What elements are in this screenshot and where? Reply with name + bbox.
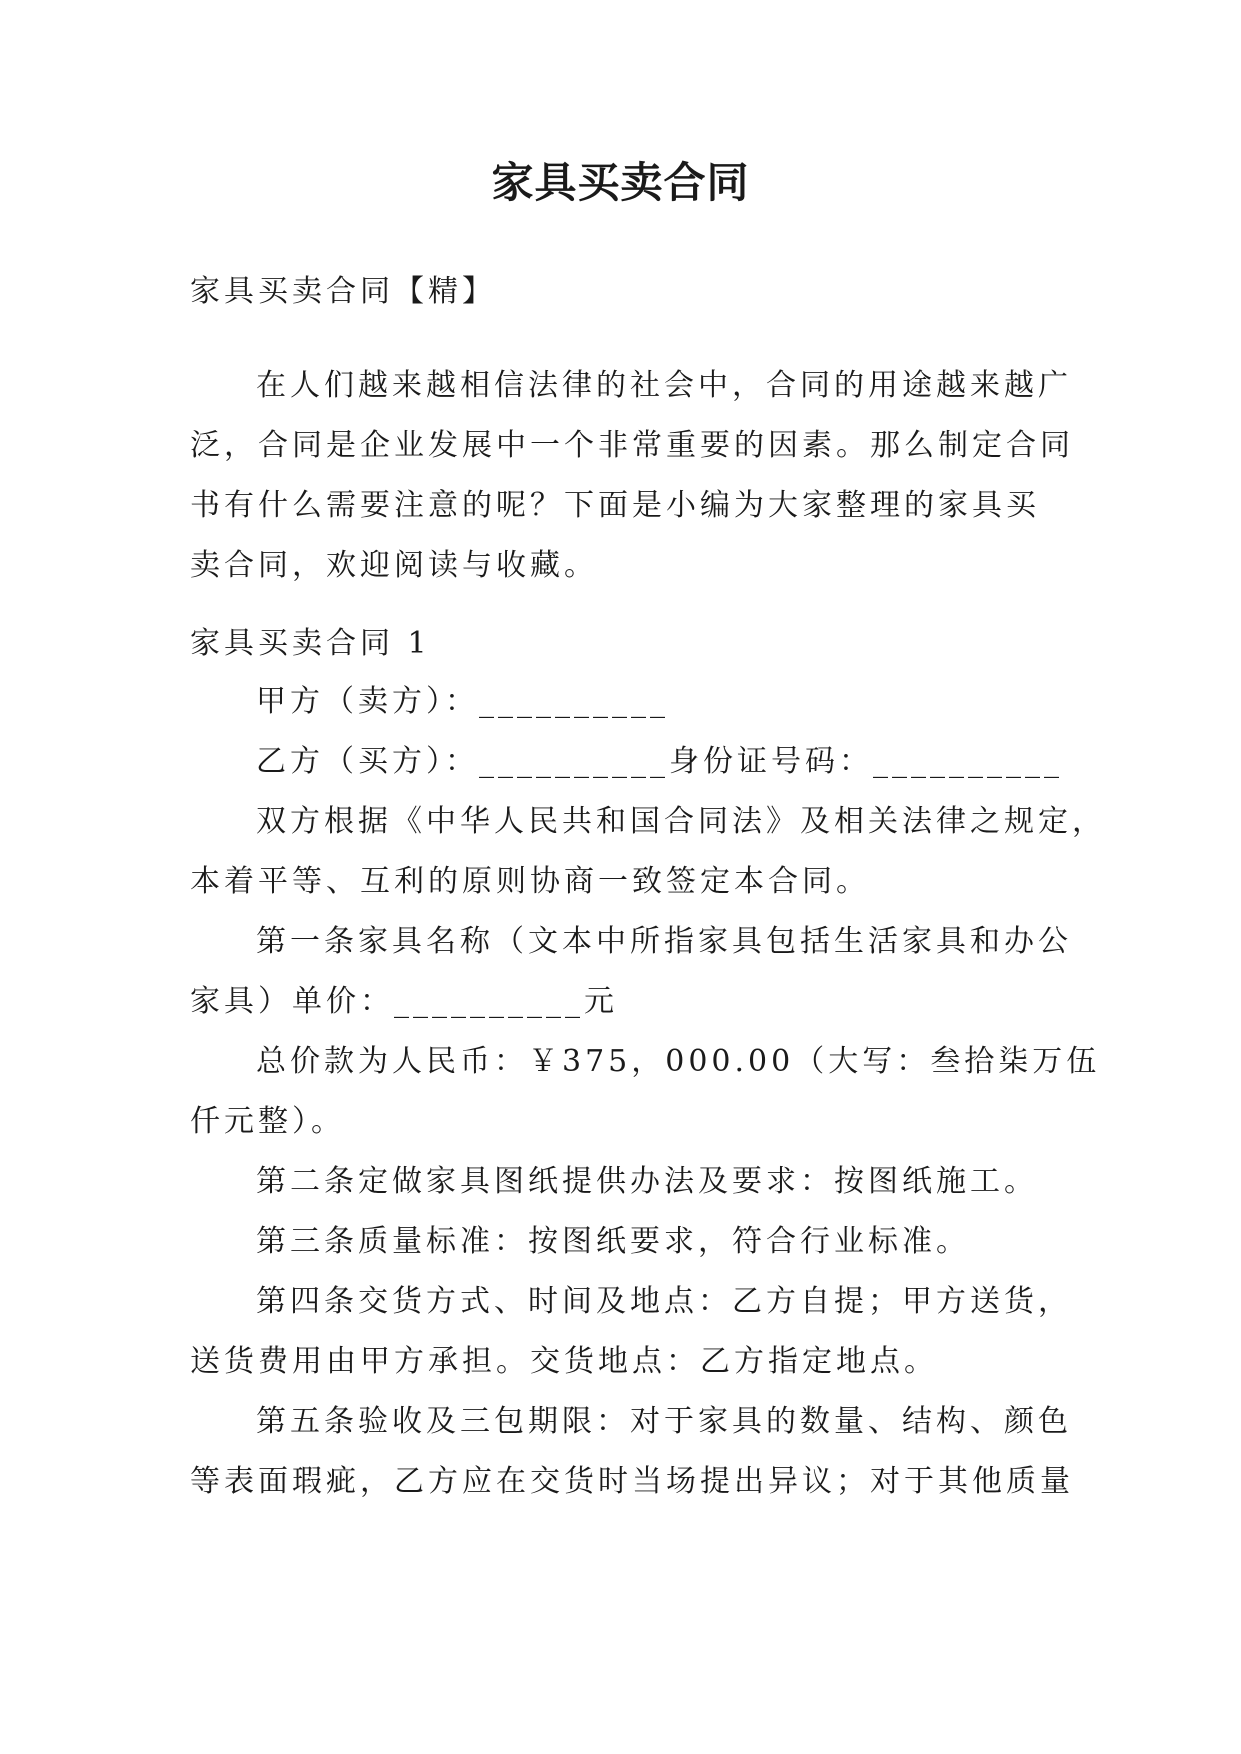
section-heading-line: 家具买卖合同 1 [190,626,431,661]
total-price-line-cont: 仟元整）。 [190,1104,345,1139]
intro-line: 在人们越来越相信法律的社会中，合同的用途越来越广 [256,368,1072,403]
intro-line: 书有什么需要注意的呢？下面是小编为大家整理的家具买 [190,488,1040,523]
basis-line-cont: 本着平等、互利的原则协商一致签定本合同。 [190,864,870,899]
article-4-line-cont: 送货费用由甲方承担。交货地点：乙方指定地点。 [190,1344,938,1379]
article-3-line: 第三条质量标准：按图纸要求，符合行业标准。 [256,1224,970,1259]
subtitle-line: 家具买卖合同【精】 [190,274,496,309]
article-1-line: 第一条家具名称（文本中所指家具包括生活家具和办公 [256,924,1072,959]
basis-line: 双方根据《中华人民共和国合同法》及相关法律之规定， [256,804,1106,839]
total-price-line: 总价款为人民币：￥375，000.00（大写：叁拾柒万伍 [256,1044,1101,1079]
buyer-line: 乙方（买方）：__________身份证号码：__________ [256,744,1063,779]
intro-paragraph [190,356,1074,596]
article-5-line: 第五条验收及三包期限：对于家具的数量、结构、颜色 [256,1404,1072,1439]
document-title: 家具买卖合同 [491,158,750,207]
intro-line: 卖合同，欢迎阅读与收藏。 [190,548,598,583]
article-2-line: 第二条定做家具图纸提供办法及要求：按图纸施工。 [256,1164,1038,1199]
article-5-line-cont: 等表面瑕疵，乙方应在交货时当场提出异议；对于其他质量 [190,1464,1074,1499]
section-heading [190,614,1060,674]
seller-line: 甲方（卖方）：__________ [256,684,669,719]
article-4-line: 第四条交货方式、时间及地点：乙方自提；甲方送货， [256,1284,1072,1319]
intro-line: 泛，合同是企业发展中一个非常重要的因素。那么制定合同 [190,428,1074,463]
contract-body [190,672,1106,1512]
article-1-line-cont: 家具）单价：__________元 [190,984,618,1019]
document-subtitle [190,262,1060,322]
